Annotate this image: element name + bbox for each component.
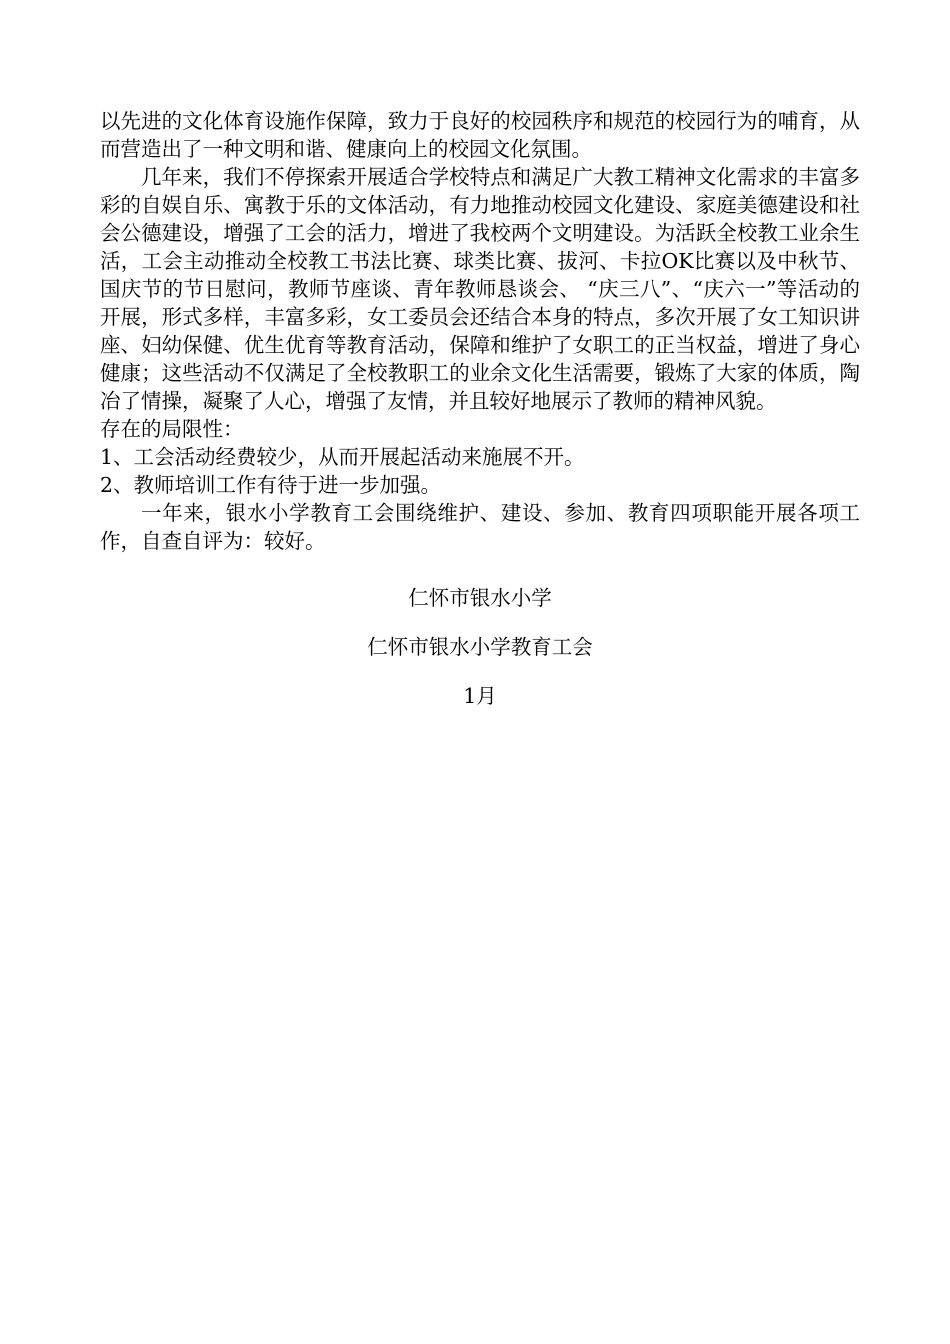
- signature-school: 仁怀市银水小学: [408, 586, 552, 610]
- limitations-heading: 存在的局限性：: [100, 417, 244, 441]
- signature-union: 仁怀市银水小学教育工会: [367, 635, 593, 659]
- limitation-item-1: 1、工会活动经费较少，从而开展起活动来施展不开。: [100, 445, 585, 469]
- limitation-item-2: 2、教师培训工作有待于进一步加强。: [100, 473, 442, 497]
- paragraph-campus-culture: 以先进的文化体育设施作保障，致力于良好的校园秩序和规范的校园行为的哺育，从而营造出了一种文明和谐、健康向上的校园文化氛围。: [100, 109, 860, 161]
- paragraph-conclusion: 一年来，银水小学教育工会围绕维护、建设、参加、教育四项职能开展各项工作，自查自评为：较好。: [100, 501, 860, 553]
- document-body: [100, 107, 860, 555]
- signature-date: 1月: [463, 684, 497, 708]
- paragraph-activities: 几年来，我们不停探索开展适合学校特点和满足广大教工精神文化需求的丰富多彩的自娱自乐、寓教于乐的文体活动，有力地推动校园文化建设、家庭美德建设和社会公德建设，增强了工会的活力，增进了我校两个文明建设。为活跃全校教工业余生活，工会主动推动全校教工书法比赛、球类比赛、拔河、卡拉OK比赛以及中秋节、国庆节的节日慰问，教师节座谈、青年教师恳谈会、 “庆三八”、“庆六一”等活动的开展，形式多样，丰富多彩，女工委员会还结合本身的特点，多次开展了女工知识讲座、妇幼保健、优生优育等教育活动，保障和维护了女职工的正当权益，增进了身心健康；这些活动不仅满足了全校教职工的业余文化生活需要，锻炼了大家的体质，陶冶了情操，凝聚了人心，增强了友情，并且较好地展示了教师的精神风貌。: [100, 165, 860, 413]
